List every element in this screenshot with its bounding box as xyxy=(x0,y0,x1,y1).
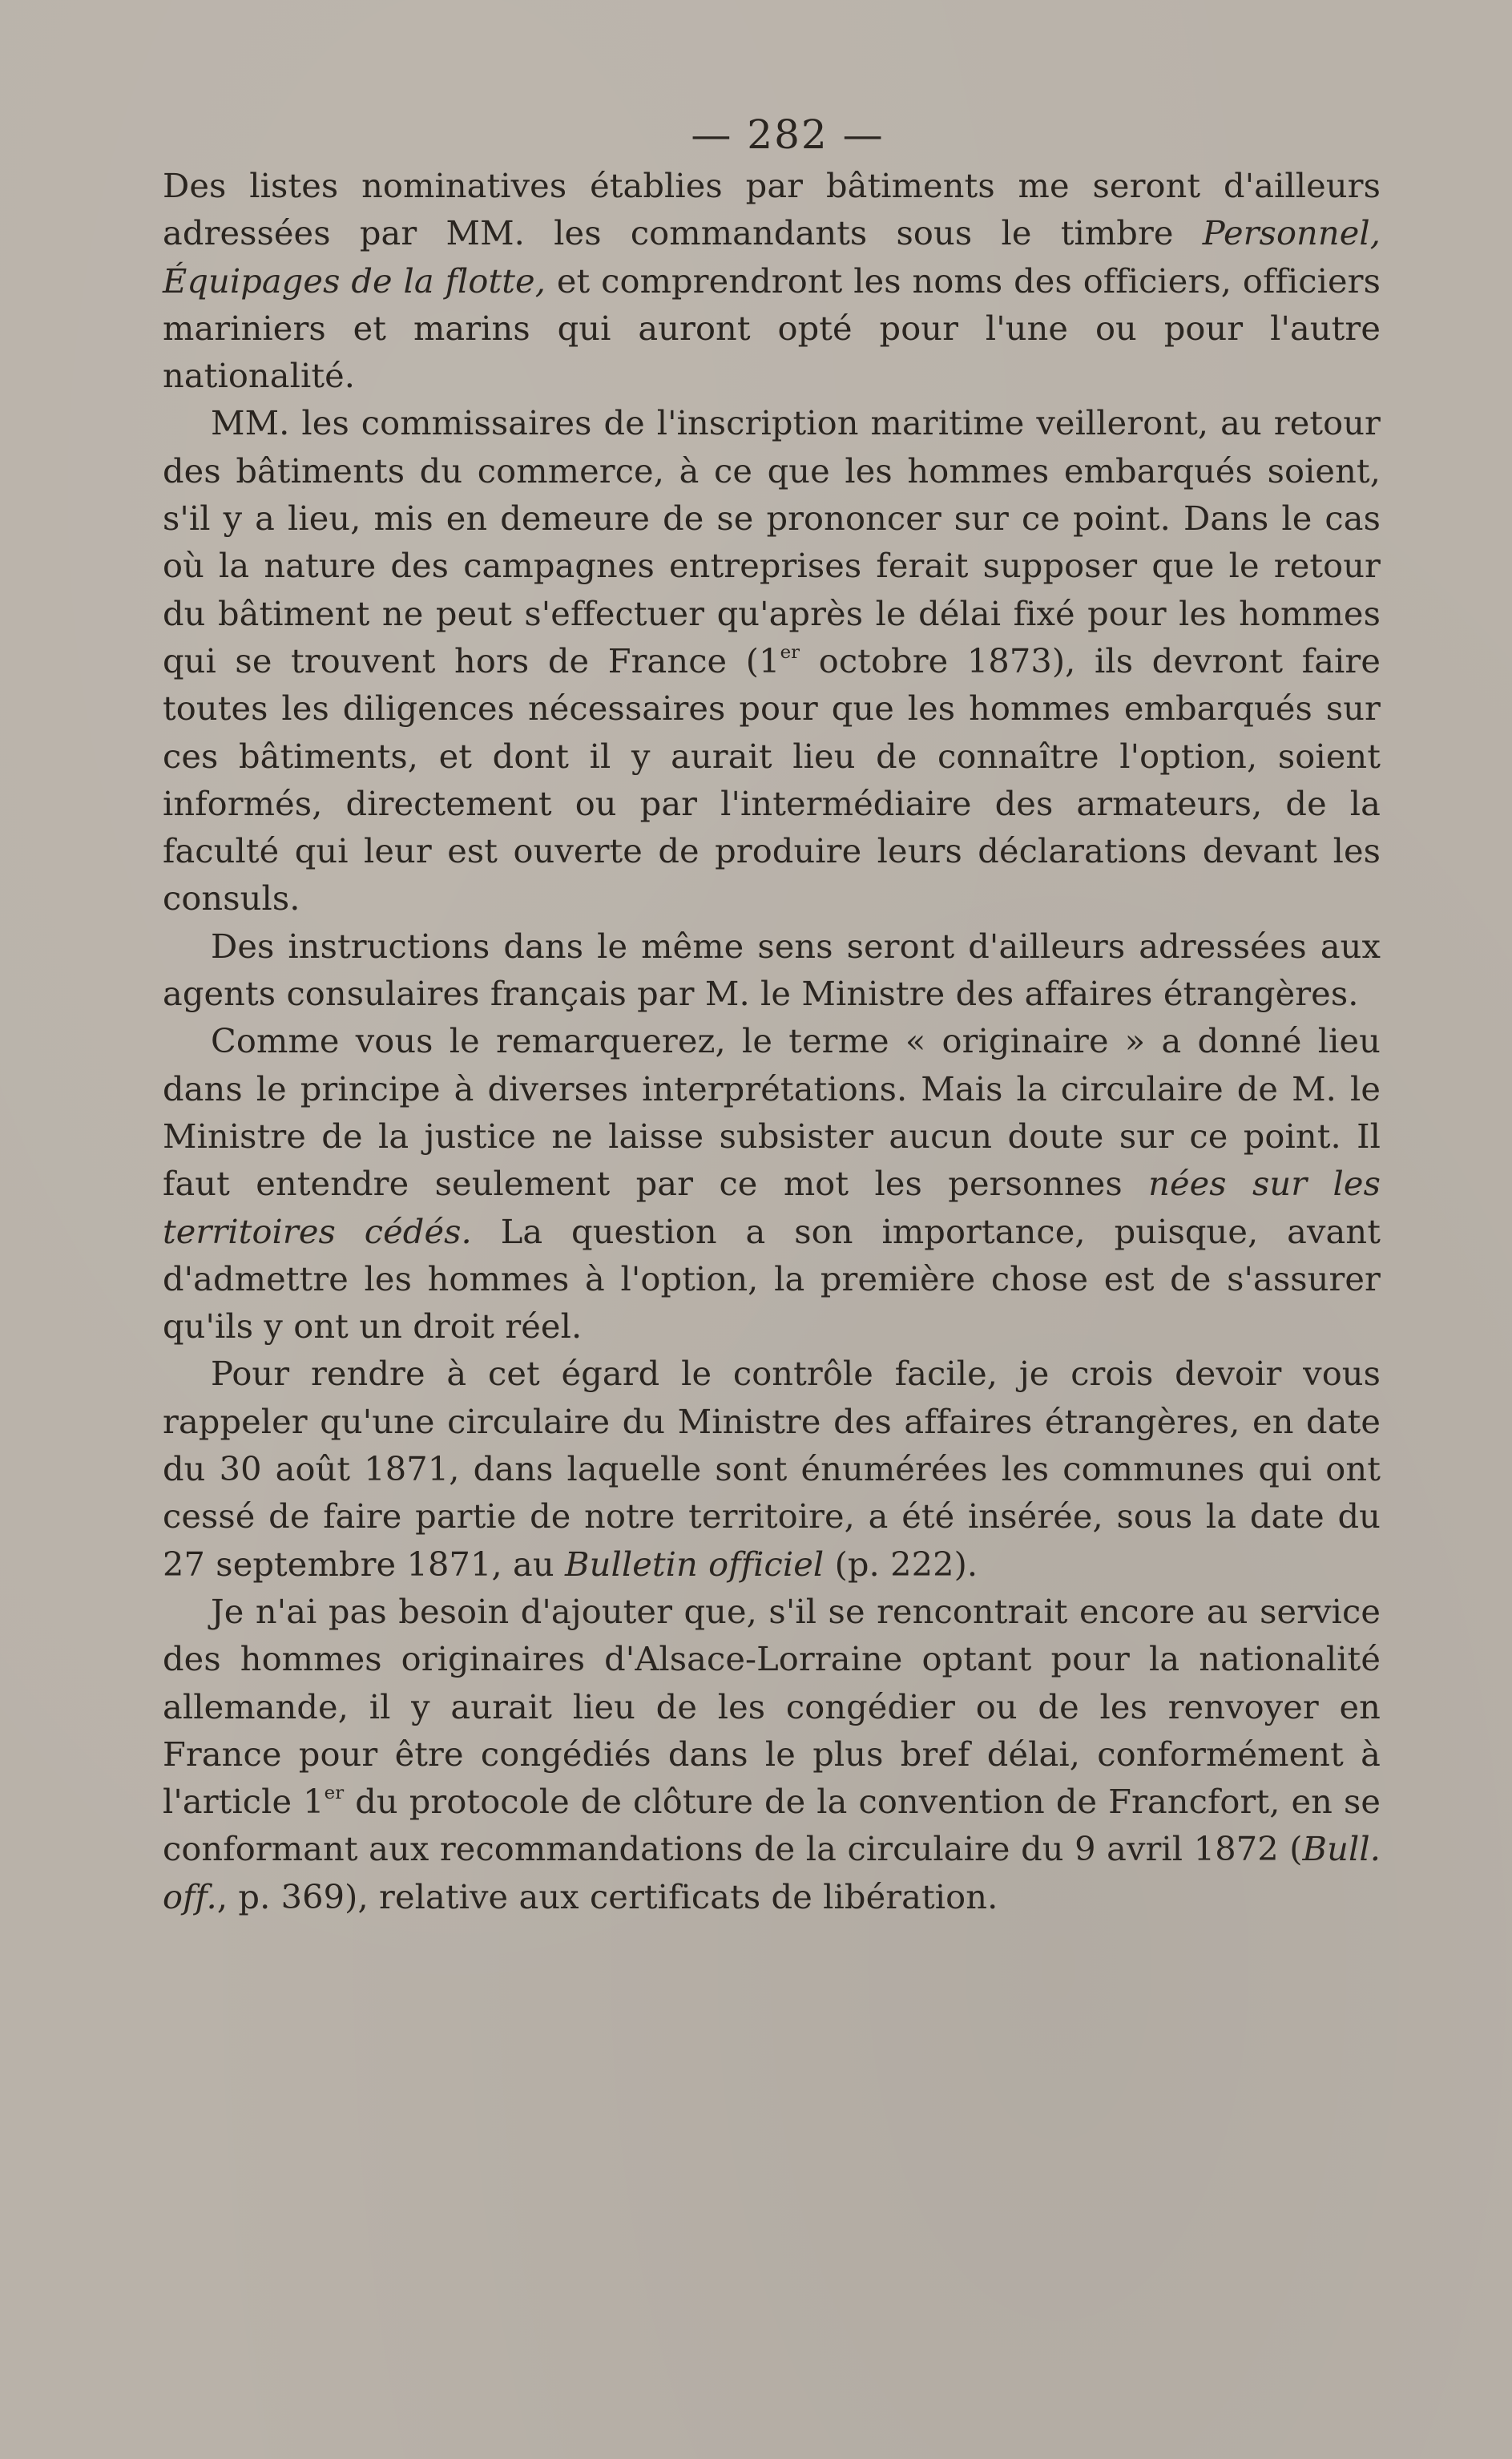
paragraph-1 xyxy=(163,162,1381,399)
paragraph-4-text-b: La question a son importance, puisque, avant d'admettre les hommes à l'option, la première chose est de s'assurer qu'ils y ont un droit réel. xyxy=(163,1211,1381,1347)
paragraph-6-text-a: Je n'ai pas besoin d'ajouter que, s'il se rencontrait encore au service des hommes originaires d'Alsace-Lorraine optant pour la nationalité allemande, il y aurait lieu de les congédier ou de les renvoyer en France pour être congédiés dans le plus bref délai, conformément à l'article 1 xyxy=(163,1591,1381,1822)
paragraph-4-italic: nées sur les territoires cédés. xyxy=(163,1164,1381,1251)
paragraph-6-italic: Bull. off. xyxy=(163,1829,1381,1916)
paragraph-6-superscript: er xyxy=(324,1782,345,1803)
paragraph-1-end: et comprendront les noms des officiers, officiers mariniers et marins qui auront opté pour l'une ou pour l'autre nationalité. xyxy=(163,260,1381,396)
paragraph-5-text-b: (p. 222). xyxy=(834,1544,978,1584)
paragraph-1-italic: Personnel, Équipages de la flotte, xyxy=(163,213,1381,301)
paragraph-2-superscript: er xyxy=(780,641,800,663)
paragraph-4 xyxy=(163,1017,1381,1350)
paragraph-2-text-b: octobre 1873), ils devront faire toutes les diligences nécessaires pour que les hommes embarqués sur ces bâtiments, et dont il y aurait lieu de connaître l'option, soient informés, directement ou par l'intermédiaire des armateurs, de la faculté qui leur est ouverte de produire leurs déclarations devant les consuls. xyxy=(163,640,1381,919)
paragraph-2 xyxy=(163,399,1381,922)
paragraph-3 xyxy=(163,923,1381,1018)
paragraph-5-text-a: Pour rendre à cet égard le contrôle facile, je crois devoir vous rappeler qu'une circulaire du Ministre des affaires étrangères, en date du 30 août 1871, dans laquelle sont énumérées les communes qui ont cessé de faire partie de notre territoire, a été insérée, sous la date du 27 septembre 1871, au xyxy=(163,1354,1381,1584)
paragraph-1-text: Des listes nominatives établies par bâtiments me seront d'ailleurs adressées par MM. les commandants sous le timbre xyxy=(163,166,1381,253)
paragraph-4-text-a: Comme vous le remarquerez, le terme « originaire » a donné lieu dans le principe à diverses interprétations. Mais la circulaire de M. le Ministre de la justice ne laisse subsister aucun doute sur ce point. Il faut entendre seulement par ce mot les personnes xyxy=(163,1021,1381,1204)
paragraph-3-text: Des instructions dans le même sens seront d'ailleurs adressées aux agents consulaires français par M. le Ministre des affaires étrangères. xyxy=(163,926,1381,1014)
document-page xyxy=(163,112,1381,2404)
paragraph-5-italic: Bulletin officiel xyxy=(565,1544,825,1584)
paragraph-2-text-a: MM. les commissaires de l'inscription maritime veilleront, au retour des bâtiments du commerce, à ce que les hommes embarqués soient, s'il y a lieu, mis en demeure de se prononcer sur ce point. Dans le cas où la nature des campagnes entreprises ferait supposer que le retour du bâtiment ne peut s'effectuer qu'après le délai fixé pour les hommes qui se trouvent hors de France (1 xyxy=(163,403,1381,680)
paragraph-6-text-c: , p. 369), relative aux certificats de libération. xyxy=(216,1876,998,1916)
paragraph-6 xyxy=(163,1588,1381,1920)
body-text xyxy=(163,162,1381,1920)
paragraph-6-text-b: du protocole de clôture de la convention de Francfort, en se conformant aux recommandations de la circulaire du 9 avril 1872 ( xyxy=(163,1782,1381,1869)
page-number: — 282 — xyxy=(691,111,885,158)
paragraph-5 xyxy=(163,1350,1381,1587)
